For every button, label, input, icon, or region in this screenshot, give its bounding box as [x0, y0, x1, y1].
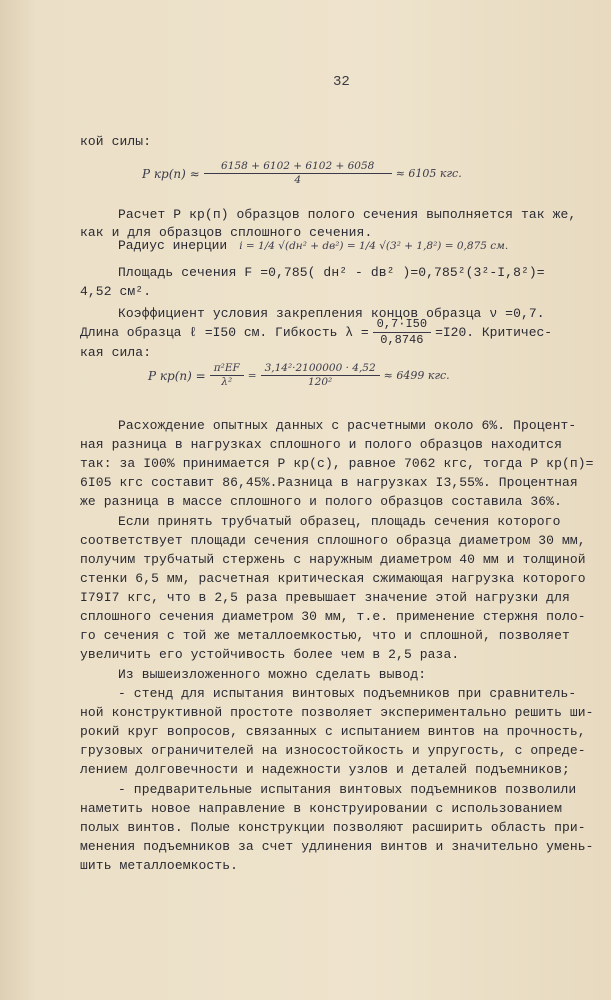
text-line: рокий круг вопросов, связанных с испытанием винтов на прочность, [80, 724, 586, 739]
text-line: Из вышеизложенного можно сделать вывод: [118, 667, 427, 682]
formula-denominator: 0,8746 [380, 333, 424, 347]
text-line: полых винтов. Полые конструкции позволяют расширить область при- [80, 820, 586, 835]
text-line: Коэффициент условия закрепления концов образца ν =0,7. [118, 306, 545, 321]
formula-denominator: 4 [294, 174, 302, 187]
formula-equals: = [247, 369, 257, 382]
text-line: соответствует площади сечения сплошного образца диаметром 30 мм, [80, 533, 586, 548]
text-line: сплошного сечения диаметром 30 мм, т.е. применение стержня поло- [80, 609, 586, 624]
text-line: кая сила: [80, 345, 152, 360]
text-line: наметить новое направление в конструировании с использованием [80, 801, 562, 816]
formula-fraction [261, 362, 380, 389]
text-line: Расчет P кр(п) образцов полого сечения выполняется так же, [118, 207, 577, 222]
text-line: лением долговечности и надежности узлов и деталей подъемников; [80, 762, 570, 777]
page-number: 32 [333, 74, 350, 90]
text-line: шить металлоемкость. [80, 858, 239, 873]
text-line: так: за I00% принимается P кр(с), равное 7062 кгс, тогда P кр(п)= [80, 456, 594, 471]
formula-lhs: P кр(п) = [148, 368, 206, 383]
text-line: стенки 6,5 мм, расчетная критическая сжимающая нагрузка которого [80, 571, 586, 586]
formula-label: Радиус инерции [118, 238, 228, 253]
text-line: ной конструктивной простоте позволяет экспериментально решить ши- [80, 705, 594, 720]
text-segment: =I20. Критичес- [435, 325, 553, 340]
formula-numerator: 0,7·I50 [373, 317, 431, 333]
formula-result: ≈ 6105 кгс. [395, 167, 462, 181]
text-line: менения подъемников за счет удлинения винтов и значительно умень- [80, 839, 594, 854]
text-line: увеличить его устойчивость более чем в 2,5 раза. [80, 647, 460, 662]
formula-numerator: 3,14²·2100000 · 4,52 [261, 362, 380, 376]
text-line: Площадь сечения F =0,785( dн² - dв² )=0,785²(3²-I,8²)= [118, 265, 545, 280]
text-line: 6I05 кгс составит 86,45%.Разница в нагрузках I3,55%. Процентная [80, 475, 578, 490]
formula-lhs: P кр(п) ≈ [142, 166, 200, 181]
text-line: - стенд для испытания винтовых подъемников при сравнитель- [118, 686, 577, 701]
text-line: грузовых ограничителей на износостойкость и упругость, с опреде- [80, 743, 586, 758]
formula-average-load [142, 160, 462, 187]
formula-denominator: 120² [307, 376, 333, 389]
text-line: I79I7 кгс, что в 2,5 раза превышает значение этой нагрузки для [80, 590, 570, 605]
text-line: 4,52 см². [80, 284, 152, 299]
text-line: же разница в массе сплошного и полого образцов составила 36%. [80, 494, 562, 509]
text-line: Расхождение опытных данных с расчетными около 6%. Процент- [118, 418, 577, 433]
formula-fraction [373, 317, 431, 348]
text-line: - предварительные испытания винтовых подъемников позволили [118, 782, 577, 797]
formula-denominator: λ² [221, 376, 233, 389]
formula-critical-force [148, 362, 450, 389]
formula-fraction [204, 160, 392, 187]
formula-inertia-radius [118, 238, 508, 253]
formula-expression: i = 1/4 √(dн² + dв²) = 1/4 √(3² + 1,8²) = 0,875 см. [239, 239, 509, 252]
formula-numerator: 6158 + 6102 + 6102 + 6058 [204, 160, 392, 174]
formula-fraction [210, 362, 244, 389]
text-segment: Длина образца ℓ =I50 см. Гибкость λ = [80, 325, 369, 340]
text-line: го сечения с той же металлоемкостью, что и сплошной, позволяет [80, 628, 570, 643]
formula-slenderness [80, 317, 552, 348]
text-line: ная разница в нагрузках сплошного и полого образцов находится [80, 437, 562, 452]
text-line: Если принять трубчатый образец, площадь сечения которого [118, 514, 561, 529]
text-line: кой силы: [80, 134, 152, 149]
formula-result: ≈ 6499 кгс. [383, 369, 450, 383]
formula-numerator: π²EF [210, 362, 244, 376]
text-line: получим трубчатый стержень с наружным диаметром 40 мм и толщиной [80, 552, 586, 567]
text-line: как и для образцов сплошного сечения. [80, 225, 373, 240]
